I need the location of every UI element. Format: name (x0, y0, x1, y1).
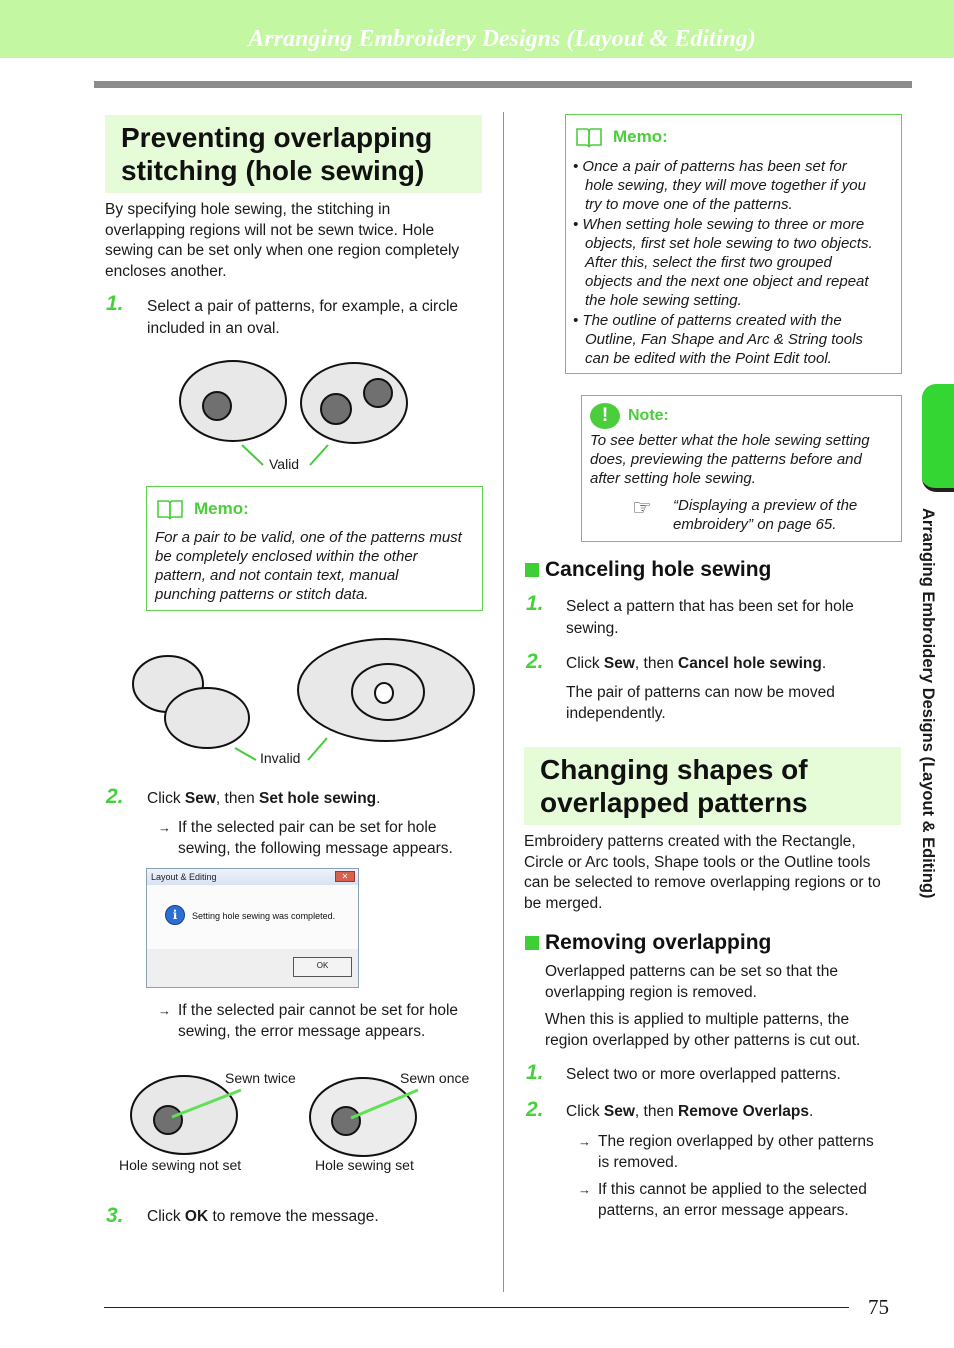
result-arrow: → (158, 1003, 171, 1018)
column-divider (503, 112, 504, 1292)
text-line: • Once a pair of patterns has been set for (573, 158, 847, 175)
text-run: , then (215, 790, 259, 807)
text-line: can be selected to remove overlapping regions or to (524, 874, 881, 891)
book-icon (575, 125, 603, 149)
text-line: pattern, and not contain text, manual (155, 567, 399, 584)
subheading-canceling (525, 557, 771, 583)
text-line: try to move one of the patterns. (585, 196, 793, 213)
subheading-removing (525, 930, 771, 956)
text-line: If the selected pair cannot be set for hole (178, 1002, 459, 1019)
memo-heading-text: Memo: (613, 126, 668, 146)
step-number: 1. (526, 592, 544, 615)
remove-result-2 (578, 1180, 903, 1221)
remove-result-1 (578, 1132, 903, 1173)
command-remove-overlaps: Remove Overlaps (678, 1103, 809, 1120)
text-line: be merged. (524, 894, 603, 912)
text-line: Select a pattern that has been set for hole (566, 598, 854, 615)
text-run: , then (634, 1103, 678, 1120)
section-title-changing-shapes (524, 747, 901, 825)
result-can-set (158, 818, 488, 859)
text-line: included in an oval. (147, 320, 280, 337)
memo-heading-text: Memo: (194, 498, 249, 518)
header-rule (94, 81, 912, 88)
removing-paragraph-2 (545, 1010, 905, 1051)
text-line: objects and the next one object and repeat (585, 273, 869, 290)
section-title-line: overlapped patterns (540, 787, 808, 818)
step-number: 1. (106, 292, 124, 315)
text-run: . (376, 790, 381, 807)
text-line: sewing, the error message appears. (178, 1022, 426, 1040)
text-line: • The outline of patterns created with the (573, 312, 842, 329)
text-line: independently. (566, 704, 666, 722)
text-line: is removed. (598, 1153, 679, 1171)
note-reference[interactable] (673, 496, 898, 534)
text-line: be completely enclosed within the other (155, 548, 418, 565)
memo-text (155, 528, 480, 604)
cancel-step-1-text (566, 596, 901, 640)
text-line: overlapping regions will not be sewn twice. Hole (105, 221, 435, 239)
message-dialog (146, 868, 359, 988)
step-number: 1. (526, 1061, 544, 1084)
text-line: hole sewing, they will move together if you (585, 177, 866, 194)
valid-label: Valid (269, 456, 300, 472)
step-2-text (147, 789, 380, 810)
text-line: “Displaying a preview of the (673, 497, 858, 514)
text-run: . (821, 655, 827, 672)
ok-button[interactable]: OK (293, 957, 352, 977)
section-title-line: stitching (hole sewing) (121, 155, 425, 186)
removing-paragraph-1 (545, 962, 905, 1003)
hole-sewing-intro (105, 200, 490, 282)
memo-heading (156, 497, 249, 521)
memo-bullet (573, 311, 899, 368)
result-arrow: → (578, 1134, 591, 1149)
result-arrow: → (578, 1182, 591, 1197)
note-heading (590, 403, 669, 429)
note-heading-text: Note: (628, 406, 669, 424)
command-cancel-hole-sewing: Cancel hole sewing (678, 655, 822, 672)
chapter-tab (922, 384, 954, 492)
text-line: If the selected pair can be set for hole (178, 819, 437, 836)
section-title-line: Preventing overlapping (121, 122, 433, 153)
pointing-hand-icon: ☞ (632, 495, 652, 520)
text-line: Overlapped patterns can be set so that the (545, 963, 838, 980)
dialog-title: Layout & Editing (151, 872, 217, 882)
text-line: Outline, Fan Shape and Arc & String tools (585, 331, 863, 348)
text-run: Click (566, 1103, 604, 1120)
subheading-text: Removing overlapping (545, 931, 772, 954)
exclamation-icon: ! (590, 403, 620, 429)
header-title: Arranging Embroidery Designs (Layout & Editing) (248, 26, 756, 52)
info-icon: i (165, 905, 185, 925)
text-run: Click (147, 790, 185, 807)
result-arrow: → (158, 820, 171, 835)
square-bullet-icon (525, 936, 539, 950)
command-set-hole-sewing: Set hole sewing (259, 790, 377, 807)
button-name-ok: OK (184, 1208, 209, 1225)
result-cannot-set (158, 1001, 488, 1042)
text-run: , then (634, 655, 678, 672)
text-line: can be edited with the Point Edit tool. (585, 350, 832, 367)
text-run: Click (566, 655, 604, 672)
text-line: The pair of patterns can now be moved (566, 684, 835, 701)
book-icon (156, 497, 184, 521)
memo-box-right (565, 114, 902, 374)
memo-box-left (146, 486, 483, 611)
memo-bullet (573, 215, 899, 310)
text-line: encloses another. (105, 262, 227, 280)
text-line: sewing. (566, 620, 619, 637)
subheading-text: Canceling hole sewing (545, 558, 772, 581)
menu-name-sew: Sew (184, 790, 216, 807)
square-bullet-icon (525, 563, 539, 577)
text-line: If this cannot be applied to the selected (598, 1181, 867, 1198)
close-icon[interactable]: ✕ (335, 871, 355, 882)
dialog-message: Setting hole sewing was completed. (192, 911, 336, 921)
text-line: overlapping region is removed. (545, 983, 757, 1001)
step-number: 3. (106, 1204, 124, 1227)
step-number: 2. (526, 650, 544, 673)
text-line: sewing, the following message appears. (178, 839, 453, 857)
note-box (581, 395, 902, 542)
text-run: to remove the message. (208, 1208, 379, 1225)
text-line: patterns, an error message appears. (598, 1201, 849, 1219)
step-3-text (147, 1207, 379, 1228)
text-line: Select a pair of patterns, for example, a circle (147, 298, 459, 315)
text-run: . (808, 1103, 814, 1120)
cancel-step-2-text (566, 654, 826, 675)
invalid-pair-figure (125, 630, 485, 770)
menu-name-sew: Sew (603, 1103, 635, 1120)
step-number: 2. (526, 1098, 544, 1121)
hole-sewing-not-set-label: Hole sewing not set (119, 1157, 242, 1173)
memo-heading (575, 125, 668, 149)
memo-bullet (573, 157, 899, 214)
changing-shapes-intro (524, 832, 909, 914)
section-title-line: Changing shapes of (540, 754, 808, 785)
memo-bullets (573, 157, 899, 368)
sewn-once-label: Sewn once (400, 1070, 470, 1086)
text-line: For a pair to be valid, one of the patterns must (155, 529, 462, 546)
step-1-text (147, 296, 492, 340)
remove-step-2-text (566, 1102, 813, 1123)
note-text (590, 431, 900, 488)
text-line: embroidery” on page 65. (673, 516, 837, 533)
text-line: punching patterns or stitch data. (155, 586, 369, 603)
text-line: By specifying hole sewing, the stitching in (105, 201, 391, 218)
hole-sewing-set-label: Hole sewing set (315, 1157, 414, 1173)
text-line: To see better what the hole sewing setting (590, 432, 870, 449)
text-line: • When setting hole sewing to three or more (573, 216, 865, 233)
step-number: 2. (106, 785, 124, 808)
page-number: 75 (868, 1295, 889, 1319)
text-line: After this, select the first two grouped (585, 254, 832, 271)
section-title-hole-sewing (105, 115, 482, 193)
chapter-tab-label: Arranging Embroidery Designs (Layout & Editing) (919, 508, 937, 899)
invalid-label: Invalid (260, 750, 301, 766)
dialog-title-bar (147, 869, 358, 885)
text-line: objects, first set hole sewing to two objects. (585, 235, 873, 252)
text-line: after setting hole sewing. (590, 470, 756, 487)
text-line: When this is applied to multiple patterns, the (545, 1011, 850, 1028)
text-line: Circle or Arc tools, Shape tools or the Outline tools (524, 853, 871, 871)
text-line: does, previewing the patterns before and (590, 451, 862, 468)
remove-step-1-text: Select two or more overlapped patterns. (566, 1066, 841, 1083)
text-line: Embroidery patterns created with the Rectangle, (524, 833, 856, 850)
footer-rule (104, 1307, 849, 1308)
cancel-result (566, 683, 901, 724)
text-run: Click (147, 1208, 185, 1225)
text-line: region overlapped by other patterns is cut out. (545, 1031, 861, 1049)
sewn-twice-label: Sewn twice (225, 1070, 296, 1086)
text-line: The region overlapped by other patterns (598, 1133, 874, 1150)
text-line: the hole sewing setting. (585, 292, 742, 309)
text-line: sewing can be set only when one region completely (105, 242, 460, 259)
menu-name-sew: Sew (603, 655, 635, 672)
